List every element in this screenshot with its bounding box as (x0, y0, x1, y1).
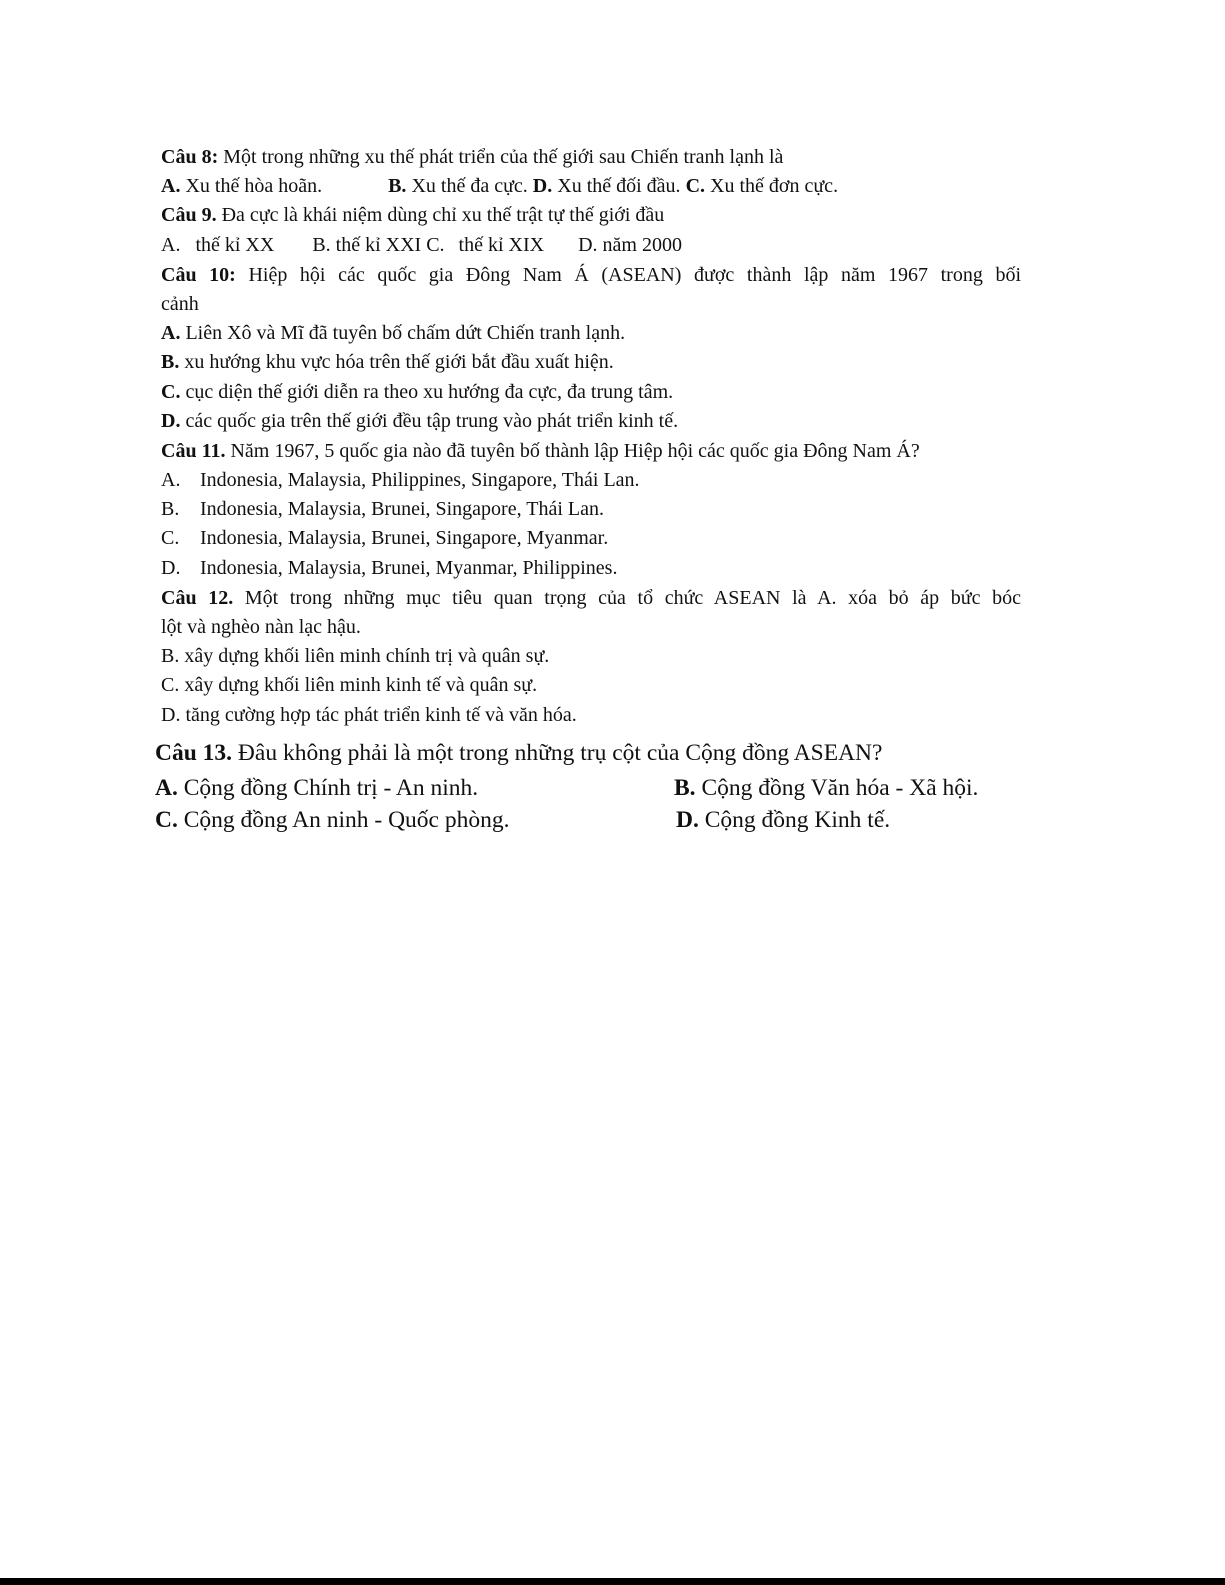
option-b (388, 175, 528, 197)
question-13-option-c (155, 806, 509, 834)
question-12-option-d: D. tăng cường hợp tác phát triển kinh tế và văn hóa. (161, 704, 577, 726)
question-13-option-b (674, 774, 978, 802)
option-letter: D. (161, 557, 181, 579)
option-letter: B. (388, 175, 407, 197)
option-c (686, 175, 839, 197)
question-10-option-c (161, 380, 673, 404)
option-text: Xu thế đơn cực. (705, 175, 839, 197)
option-letter: B. (674, 775, 696, 801)
option-letter: C. (161, 527, 180, 549)
option-letter: B. (161, 351, 180, 373)
option-text: Cộng đồng Văn hóa - Xã hội. (695, 775, 979, 801)
question-11-stem (161, 439, 920, 463)
question-12-option-b: B. xây dựng khối liên minh chính trị và quân sự. (161, 645, 550, 667)
option-text: các quốc gia trên thế giới đều tập trung vào phát triển kinh tế. (180, 410, 679, 432)
option-letter: C. (155, 807, 178, 833)
option-d (533, 175, 681, 197)
option-text: Indonesia, Malaysia, Brunei, Singapore, Myanmar. (200, 527, 609, 549)
question-8-stem (161, 145, 783, 169)
question-label: Câu 9. (161, 204, 217, 226)
option-text: cục diện thế giới diễn ra theo xu hướng đa cực, đa trung tâm. (180, 381, 674, 403)
question-10-stem-line1 (161, 263, 1021, 287)
question-12-stem-line2: lột và nghèo nàn lạc hậu. (161, 616, 361, 638)
option-letter: D. (676, 807, 699, 833)
question-11-option-c (161, 526, 608, 550)
option-letter: D. (161, 410, 181, 432)
question-13-option-d (676, 806, 890, 834)
option-c-text: thế kỉ XIX (458, 234, 545, 256)
question-text: Đâu không phải là một trong những trụ cột của Cộng đồng ASEAN? (232, 740, 883, 766)
option-letter: A. (161, 175, 181, 197)
question-label: Câu 10: (161, 264, 236, 286)
option-letter: A. (155, 775, 178, 801)
question-13-stem (155, 739, 882, 767)
option-d: D. năm 2000 (578, 234, 682, 256)
option-letter: C. (685, 175, 706, 197)
question-11-option-a (161, 468, 640, 492)
option-text: Cộng đồng Chính trị - An ninh. (177, 775, 479, 801)
question-12-stem-line1 (161, 586, 1021, 610)
question-10-stem-line2: cảnh (161, 293, 199, 315)
option-letter: B. (161, 498, 180, 520)
question-11-option-d (161, 556, 617, 580)
question-label: Câu 13. (155, 740, 233, 766)
question-11-option-b (161, 497, 604, 521)
question-text: Một trong những mục tiêu quan trọng của tổ chức ASEAN là A. xóa bỏ áp bức bóc (233, 587, 1021, 609)
page-bottom-border (0, 1578, 1225, 1585)
question-13-option-a (155, 774, 478, 802)
option-text: Xu thế đa cực. (406, 175, 528, 197)
question-8-options (161, 174, 838, 198)
question-9-stem (161, 203, 664, 227)
option-a: A. thế kỉ XX (161, 234, 275, 256)
option-text: Xu thế hòa hoãn. (180, 175, 323, 197)
question-10-option-a (161, 321, 625, 345)
question-12-option-c: C. xây dựng khối liên minh kinh tế và quân sự. (161, 674, 538, 696)
option-letter: A. (161, 469, 181, 491)
option-text: Indonesia, Malaysia, Brunei, Singapore, Thái Lan. (200, 498, 604, 520)
option-text: Liên Xô và Mĩ đã tuyên bố chấm dứt Chiến tranh lạnh. (180, 322, 626, 344)
option-text: Xu thế đối đầu. (552, 175, 681, 197)
question-text: Hiệp hội các quốc gia Đông Nam Á (ASEAN) được thành lập năm 1967 trong bối (235, 264, 1022, 286)
question-label: Câu 11. (161, 440, 226, 462)
question-10-option-d (161, 409, 678, 433)
question-text: Năm 1967, 5 quốc gia nào đã tuyên bố thành lập Hiệp hội các quốc gia Đông Nam Á? (225, 440, 920, 462)
question-9-options (161, 233, 682, 257)
option-letter: C. (161, 381, 181, 403)
question-10-option-b (161, 350, 614, 374)
option-text: Cộng đồng An ninh - Quốc phòng. (177, 807, 510, 833)
option-text: xu hướng khu vực hóa trên thế giới bắt đầu xuất hiện. (179, 351, 614, 373)
option-text: Indonesia, Malaysia, Philippines, Singapore, Thái Lan. (200, 469, 640, 491)
option-letter: A. (161, 322, 181, 344)
question-label: Câu 12. (161, 587, 234, 609)
option-text: Cộng đồng Kinh tế. (698, 807, 891, 833)
option-letter: D. (532, 175, 553, 197)
question-text: Đa cực là khái niệm dùng chỉ xu thế trật tự thế giới đầu (216, 204, 665, 226)
option-text: Indonesia, Malaysia, Brunei, Myanmar, Philippines. (200, 557, 618, 579)
option-a (161, 175, 322, 197)
question-label: Câu 8: (161, 146, 219, 168)
option-b-c: B. thế kỉ XXI C. (312, 234, 445, 256)
question-text: Một trong những xu thế phát triển của thế giới sau Chiến tranh lạnh là (218, 146, 784, 168)
